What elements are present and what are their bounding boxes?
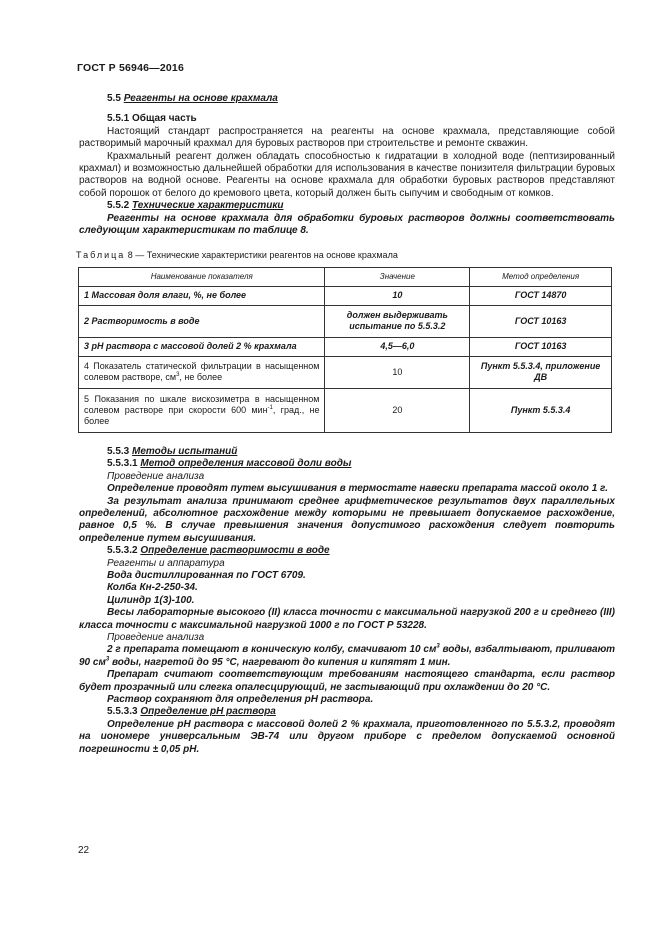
- table-row: [79, 305, 612, 337]
- document-header: ГОСТ Р 56946—2016: [77, 62, 185, 74]
- name-text: , не более: [179, 372, 223, 383]
- paragraph: [79, 644, 615, 669]
- table-cell-value: 20: [325, 388, 470, 432]
- table-cell-method: ГОСТ 10163: [470, 337, 612, 356]
- section-number: 5.5.3: [107, 445, 130, 457]
- page-number: 22: [78, 845, 90, 856]
- superscript: 3: [105, 656, 110, 663]
- table-cell-method: ГОСТ 14870: [470, 286, 612, 305]
- table-header-cell: Наименование показателя: [79, 267, 325, 286]
- table-caption-text: 8 — Технические характеристики реагентов на основе крахмала: [125, 250, 398, 261]
- paragraph: Определение pH раствора с массовой долей 2 % крахмала, приготовленного по 5.5.3.2, проводят на иономере универсальным ЭВ-74 или другом приборе с пределом допускаемой основной погрешности ± 0,05 pH.: [79, 718, 615, 755]
- list-item: Вода дистиллированная по ГОСТ 6709.: [107, 569, 306, 581]
- list-item: Весы лабораторные высокого (II) класса точности с максимальной нагрузкой 200 г и среднего (III) класса точности с максимальной нагрузкой 1000 г по ГОСТ Р 53228.: [79, 607, 615, 631]
- paragraph: Крахмальный реагент должен обладать способностью к гидратации в холодной воде (пептизированный крахмал) и возможностью дальнейшей обработки для использования в качестве понизителя фильтрации буровых растворов на водной основе. Реагенты на основе крахмала для обработки буровых растворов представляют собой порошок от белого до кремового цвета, который должен быть сыпучим и свободным от комков.: [79, 150, 615, 199]
- table-cell-name: 1 Массовая доля влаги, %, не более: [79, 286, 325, 305]
- paragraph: Настоящий стандарт распространяется на реагенты на основе крахмала, представляющие собой растворимый марочный крахмал для буровых растворов при строительстве и ремонте скважин.: [79, 125, 615, 150]
- paragraph: За результат анализа принимают среднее арифметическое результатов двух параллельных определений, абсолютное расхождение между которыми не превышает допускаемое расхождение, равное 0,5 %. В случае превышения значения допустимого расхождения следует повторить определение путем высушивания.: [79, 495, 615, 544]
- paragraph: Препарат считают соответствующим требованиям настоящего стандарта, если раствор будет прозрачный или слегка опалесцирующий, не застывающий при охлаждении до 20 °С.: [79, 669, 615, 693]
- table-cell-value: должен выдерживать испытание по 5.5.3.2: [325, 305, 470, 337]
- section-5-5-3-3-heading: [79, 706, 615, 718]
- table-header-row: [79, 267, 612, 286]
- table-caption: [76, 249, 615, 261]
- paragraph: Раствор сохраняют для определения pH раствора.: [107, 694, 374, 705]
- table-cell-name: 3 pH раствора с массовой долей 2 % крахмала: [79, 337, 325, 356]
- table-row: [79, 356, 612, 388]
- section-title: Методы испытаний: [132, 445, 238, 457]
- section-title: Метод определения массовой доли воды: [140, 458, 352, 470]
- superscript: 3: [436, 644, 440, 651]
- table-row: [79, 337, 612, 356]
- paragraph: Определение проводят путем высушивания в термостате навески препарата массой около 1 г.: [107, 483, 609, 495]
- section-title: Определение pH раствора: [140, 706, 276, 718]
- section-title: Определение растворимости в воде: [140, 545, 330, 557]
- table-cell-name: 2 Растворимость в воде: [79, 305, 325, 337]
- paragraph: Реагенты на основе крахмала для обработки буровых растворов должны соответствовать следующим характеристикам по таблице 8.: [79, 212, 615, 237]
- section-5-5-3-heading: [79, 446, 615, 458]
- table-row: [79, 286, 612, 305]
- table-cell-method: Пункт 5.5.3.4, приложение ДВ: [470, 356, 612, 388]
- table-cell-method: ГОСТ 10163: [470, 305, 612, 337]
- table-cell-method: Пункт 5.5.3.4: [470, 388, 612, 432]
- subheading: Реагенты и аппаратура: [107, 557, 225, 569]
- table-caption-label: Таблица: [76, 250, 126, 261]
- subheading: Проведение анализа: [107, 631, 205, 643]
- section-5-5-3-2-heading: [79, 545, 615, 557]
- section-5-5-3-1-heading: [79, 458, 615, 470]
- superscript: -1: [267, 404, 273, 411]
- section-5-5-2-heading: [79, 200, 615, 212]
- name-text: , град., не более: [84, 404, 320, 426]
- name-text: 4 Показатель статической фильтрации в насыщенном солевом растворе, см: [84, 361, 320, 383]
- list-item: Колба Кн-2-250-34.: [107, 582, 198, 594]
- table-cell-value: 4,5—6,0: [325, 337, 470, 356]
- section-number: 5.5.3.3: [107, 706, 138, 718]
- subheading: Проведение анализа: [107, 470, 205, 482]
- superscript: 3: [176, 372, 180, 379]
- table-cell-name: [79, 388, 325, 432]
- section-title: Технические характеристики: [132, 200, 284, 212]
- document-body: [76, 93, 615, 756]
- section-5-5-heading: [79, 93, 615, 105]
- table-cell-value: 10: [325, 286, 470, 305]
- characteristics-table: [78, 267, 612, 433]
- list-item: Цилиндр 1(3)-100.: [107, 594, 195, 606]
- text: воды, нагретой до 95 °С, нагревают до кипения и кипятят 1 мин.: [109, 656, 451, 668]
- table-header-cell: Метод определения: [470, 267, 612, 286]
- section-number: 5.5: [107, 93, 121, 104]
- table-cell-value: 10: [325, 356, 470, 388]
- name-text: 5 Показания по шкале вискозиметра в насыщенном солевом растворе при скорости 600 мин: [84, 393, 320, 415]
- text: 2 г препарата помещают в коническую колбу, смачивают 10 см: [107, 644, 437, 656]
- section-number: 5.5.3.2: [107, 545, 138, 557]
- table-cell-name: [79, 356, 325, 388]
- table-row: [79, 388, 612, 432]
- section-5-5-1-heading: 5.5.1 Общая часть: [107, 113, 197, 125]
- text: воды, взбалтывают, приливают 90 см: [79, 644, 615, 668]
- section-title: Реагенты на основе крахмала: [123, 93, 278, 104]
- section-number: 5.5.2: [107, 200, 130, 212]
- table-header-cell: Значение: [325, 267, 470, 286]
- section-number: 5.5.3.1: [107, 458, 138, 470]
